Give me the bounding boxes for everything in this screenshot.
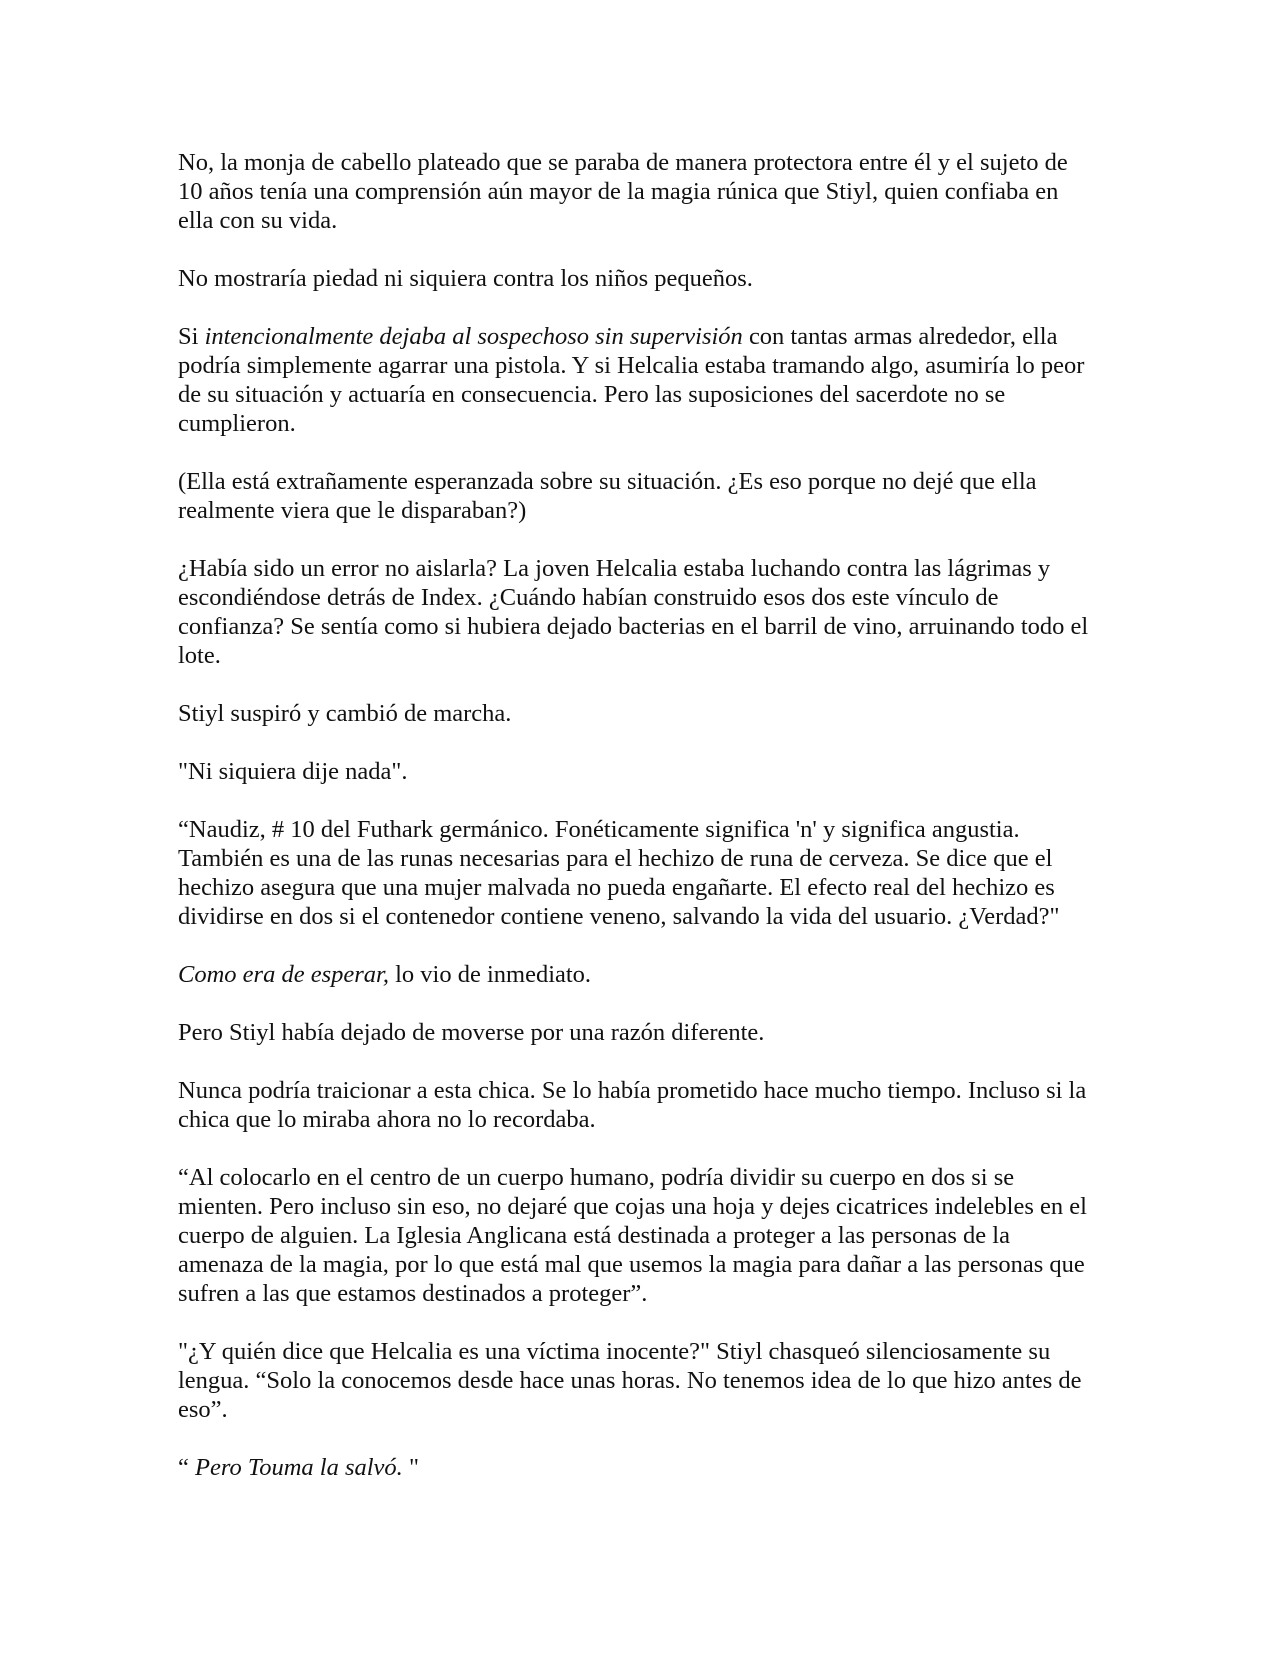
paragraph: Stiyl suspiró y cambió de marcha. — [178, 700, 512, 727]
paragraph: “Naudiz, # 10 del Futhark germánico. Fonéticamente significa 'n' y significa angustia. También es una de las runas necesarias para el hechizo de runa de cerveza. Se dice que el hechizo asegura que una mujer malvada no pueda engañarte. El efecto real del hechizo es dividirse en dos si el contenedor contiene veneno, salvando la vida del usuario. ¿Verdad?" — [178, 816, 1060, 930]
paragraph: No mostraría piedad ni siquiera contra los niños pequeños. — [178, 265, 753, 292]
paragraph: Pero Stiyl había dejado de moverse por una razón diferente. — [178, 1019, 765, 1046]
document-page — [178, 148, 1098, 1511]
paragraph: “Al colocarlo en el centro de un cuerpo humano, podría dividir su cuerpo en dos si se mienten. Pero incluso sin eso, no dejaré que cojas una hoja y dejes cicatrices indelebles en el cuerpo de alguien. La Iglesia Anglicana está destinada a proteger a las personas de la amenaza de la magia, por lo que está mal que usemos la magia para dañar a las personas que sufren a las que estamos destinados a proteger”. — [178, 1164, 1087, 1307]
paragraph: ¿Había sido un error no aislarla? La joven Helcalia estaba luchando contra las lágrimas y escondiéndose detrás de Index. ¿Cuándo habían construido esos dos este vínculo de confianza? Se sentía como si hubiera dejado bacterias en el barril de vino, arruinando todo el lote. — [178, 555, 1089, 669]
paragraph: "¿Y quién dice que Helcalia es una víctima inocente?" Stiyl chasqueó silenciosamente su lengua. “Solo la conocemos desde hace unas horas. No tenemos idea de lo que hizo antes de eso”. — [178, 1338, 1082, 1423]
paragraph: Nunca podría traicionar a esta chica. Se lo había prometido hace mucho tiempo. Incluso si la chica que lo miraba ahora no lo recordaba. — [178, 1077, 1087, 1133]
paragraph: (Ella está extrañamente esperanzada sobre su situación. ¿Es eso porque no dejé que ella realmente viera que le disparaban?) — [178, 468, 1037, 524]
paragraph: Si intencionalmente dejaba al sospechoso sin supervisión con tantas armas alrededor, ella podría simplemente agarrar una pistola. Y si Helcalia estaba tramando algo, asumiría lo peor de su situación y actuaría en consecuencia. Pero las suposiciones del sacerdote no se cumplieron. — [178, 323, 1085, 437]
paragraph: “ Pero Touma la salvó. " — [178, 1454, 419, 1481]
paragraph: "Ni siquiera dije nada". — [178, 758, 408, 785]
paragraph: No, la monja de cabello plateado que se paraba de manera protectora entre él y el sujeto de 10 años tenía una comprensión aún mayor de la magia rúnica que Stiyl, quien confiaba en ella con su vida. — [178, 149, 1068, 234]
paragraph: Como era de esperar, lo vio de inmediato. — [178, 961, 592, 988]
